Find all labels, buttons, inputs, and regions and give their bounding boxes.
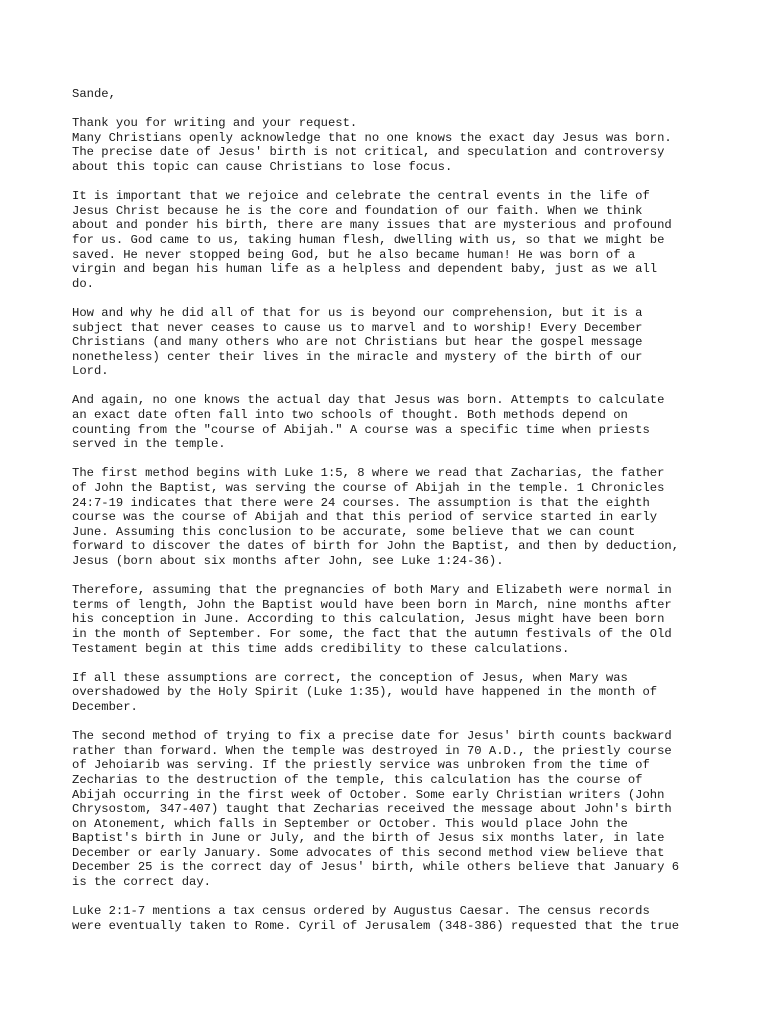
text-line: an exact date often fall into two schools of thought. Both methods depend on [72, 408, 628, 423]
text-line: about this topic can cause Christians to lose focus. [72, 159, 453, 174]
text-line: Thank you for writing and your request. [72, 116, 358, 131]
paragraph-p5 [72, 466, 732, 568]
text-line: forward to discover the dates of birth for John the Baptist, and then by deduction, [72, 539, 680, 554]
text-line: nonetheless) center their lives in the miracle and mystery of the birth of our [72, 349, 643, 364]
paragraph-p6 [72, 583, 732, 656]
paragraph-p1 [72, 131, 732, 175]
text-line: 24:7-19 indicates that there were 24 courses. The assumption is that the eighth [72, 495, 650, 510]
text-line: course was the course of Abijah and that this period of service started in early [72, 510, 658, 525]
paragraph-p8 [72, 729, 732, 890]
text-line: The first method begins with Luke 1:5, 8 where we read that Zacharias, the father [72, 466, 665, 481]
text-line: overshadowed by the Holy Spirit (Luke 1:35), would have happened in the month of [72, 685, 658, 700]
text-line: terms of length, John the Baptist would have been born in March, nine months after [72, 597, 672, 612]
text-line: And again, no one knows the actual day that Jesus was born. Attempts to calculate [72, 393, 665, 408]
letter-document [72, 87, 732, 948]
text-line: counting from the "course of Abijah." A course was a specific time when priests [72, 422, 650, 437]
text-line: June. Assuming this conclusion to be accurate, some believe that we can count [72, 524, 636, 539]
text-line: do. [72, 276, 94, 291]
text-line: virgin and began his human life as a helpless and dependent baby, just as we all [72, 262, 658, 277]
text-line: of Jehoiarib was serving. If the priestly service was unbroken from the time of [72, 758, 650, 773]
paragraph-salutation [72, 87, 732, 102]
text-line: saved. He never stopped being God, but he also became human! He was born of a [72, 247, 636, 262]
text-line: December. [72, 699, 138, 714]
text-line: Therefore, assuming that the pregnancies of both Mary and Elizabeth were normal in [72, 583, 672, 598]
text-line: Christians (and many others who are not Christians but hear the gospel message [72, 335, 643, 350]
text-line: Luke 2:1-7 mentions a tax census ordered by Augustus Caesar. The census records [72, 904, 650, 919]
paragraph-p9 [72, 904, 732, 933]
text-line: in the month of September. For some, the fact that the autumn festivals of the Old [72, 626, 672, 641]
text-line: of John the Baptist, was serving the course of Abijah in the temple. 1 Chronicles [72, 481, 665, 496]
text-line: Abijah occurring in the first week of October. Some early Christian writers (John [72, 787, 665, 802]
text-line: Baptist's birth in June or July, and the birth of Jesus six months later, in late [72, 831, 665, 846]
text-line: subject that never ceases to cause us to marvel and to worship! Every December [72, 320, 643, 335]
text-line: Sande, [72, 87, 116, 101]
paragraph-p4 [72, 393, 732, 451]
text-line: The precise date of Jesus' birth is not critical, and speculation and controversy [72, 145, 665, 160]
text-line: on Atonement, which falls in September or October. This would place John the [72, 816, 628, 831]
paragraph-thanks [72, 116, 732, 131]
text-line: Testament begin at this time adds credibility to these calculations. [72, 641, 570, 656]
text-line: The second method of trying to fix a precise date for Jesus' birth counts backward [72, 729, 672, 744]
text-line: were eventually taken to Rome. Cyril of Jerusalem (348-386) requested that the true [72, 918, 680, 933]
text-line: is the correct day. [72, 875, 211, 890]
text-line: December 25 is the correct day of Jesus' birth, while others believe that January 6 [72, 860, 680, 875]
paragraph-p7 [72, 671, 732, 715]
text-line: Many Christians openly acknowledge that no one knows the exact day Jesus was born. [72, 130, 672, 145]
paragraph-p2 [72, 189, 732, 291]
text-line: Jesus (born about six months after John, see Luke 1:24-36). [72, 554, 504, 568]
text-line: Zecharias to the destruction of the temple, this calculation has the course of [72, 772, 643, 787]
text-line: rather than forward. When the temple was destroyed in 70 A.D., the priestly course [72, 743, 672, 758]
text-line: It is important that we rejoice and celebrate the central events in the life of [72, 189, 650, 204]
text-line: for us. God came to us, taking human flesh, dwelling with us, so that we might be [72, 232, 665, 247]
text-line: his conception in June. According to this calculation, Jesus might have been born [72, 612, 665, 627]
text-line: about and ponder his birth, there are many issues that are mysterious and profound [72, 218, 672, 233]
text-line: December or early January. Some advocates of this second method view believe that [72, 845, 665, 860]
text-line: Lord. [72, 364, 109, 379]
text-line: served in the temple. [72, 437, 226, 452]
text-line: How and why he did all of that for us is beyond our comprehension, but it is a [72, 305, 643, 320]
text-line: If all these assumptions are correct, the conception of Jesus, when Mary was [72, 670, 628, 685]
text-line: Jesus Christ because he is the core and foundation of our faith. When we think [72, 203, 643, 218]
paragraph-p3 [72, 306, 732, 379]
text-line: Chrysostom, 347-407) taught that Zecharias received the message about John's birth [72, 802, 672, 817]
